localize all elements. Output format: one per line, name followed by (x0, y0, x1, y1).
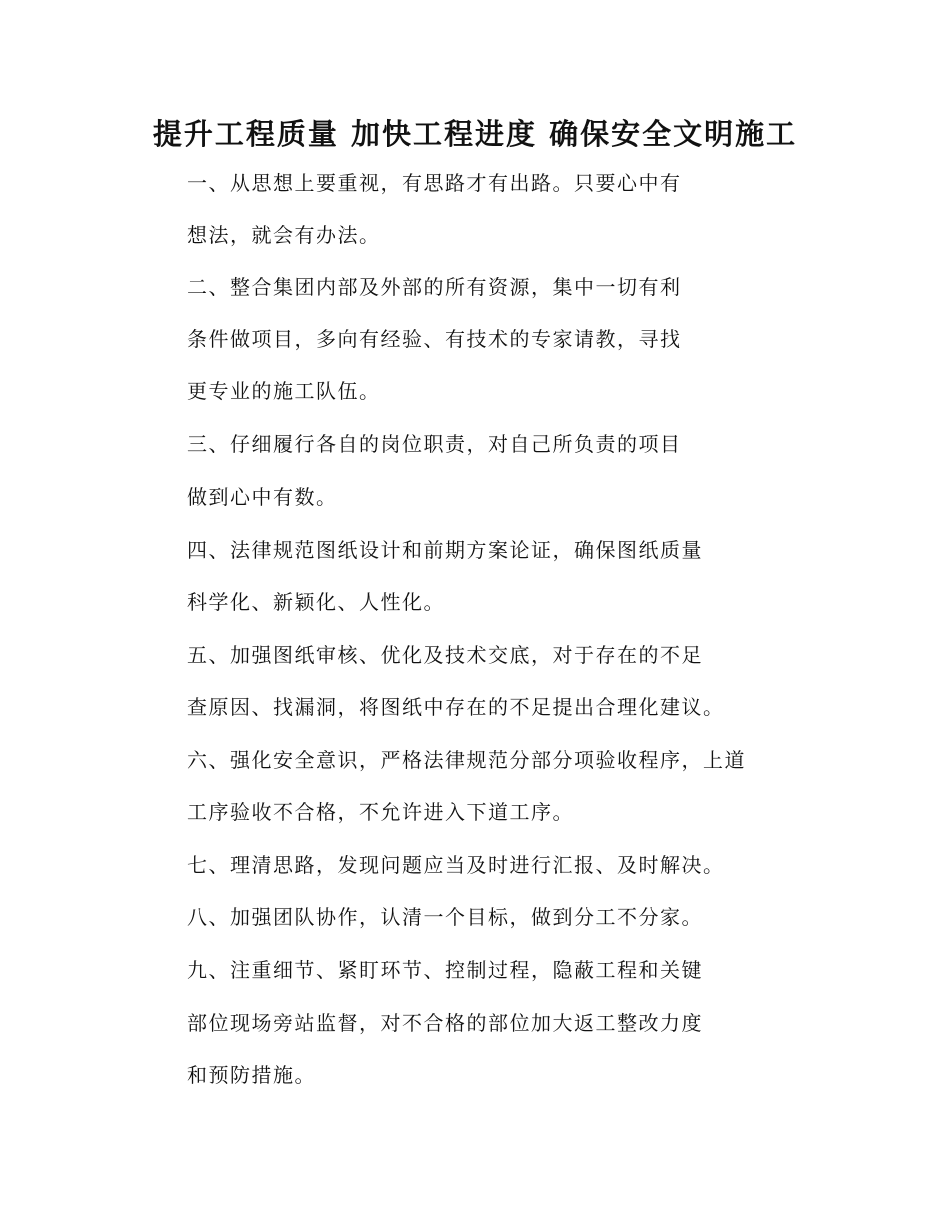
text-line: 想法，就会有办法。 (187, 223, 381, 247)
text-line: 更专业的施工队伍。 (187, 379, 381, 403)
text-line: 一、从思想上要重视，有思路才有出路。只要心中有 (187, 171, 682, 195)
text-line: 查原因、找漏洞，将图纸中存在的不足提出合理化建议。 (187, 695, 725, 719)
text-line: 工序验收不合格，不允许进入下道工序。 (187, 800, 574, 824)
text-line: 和预防措施。 (187, 1063, 316, 1087)
text-line: 五、加强图纸审核、优化及技术交底，对于存在的不足 (187, 643, 703, 667)
text-line: 四、法律规范图纸设计和前期方案论证，确保图纸质量 (187, 538, 703, 562)
text-line: 部位现场旁站监督，对不合格的部位加大返工整改力度 (187, 1011, 703, 1035)
text-line: 六、强化安全意识，严格法律规范分部分项验收程序，上道 (187, 748, 746, 772)
text-line: 三、仔细履行各自的岗位职责，对自己所负责的项目 (187, 432, 682, 456)
text-line: 科学化、新颖化、人性化。 (187, 590, 445, 614)
text-line: 九、注重细节、紧盯环节、控制过程，隐蔽工程和关键 (187, 958, 703, 982)
text-line: 做到心中有数。 (187, 485, 338, 509)
text-line: 七、理清思路，发现问题应当及时进行汇报、及时解决。 (187, 853, 725, 877)
text-line: 二、整合集团内部及外部的所有资源，集中一切有利 (187, 275, 682, 299)
document-title: 提升工程质量 加快工程进度 确保安全文明施工 (152, 117, 798, 151)
text-line: 条件做项目，多向有经验、有技术的专家请教，寻找 (187, 327, 682, 351)
text-line: 八、加强团队协作，认清一个目标，做到分工不分家。 (187, 905, 703, 929)
